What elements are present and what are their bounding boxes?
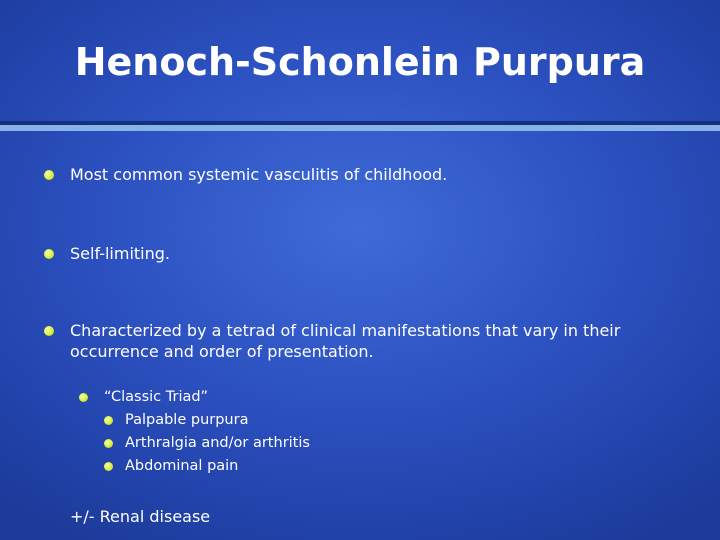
bullet-dot [44,249,54,259]
sub-bullet-dot [79,393,88,402]
triad-item: Abdominal pain [125,458,239,474]
triad-bullet-dot [104,416,113,425]
bullet-text: Self-limiting. [70,244,170,263]
triad-item: Palpable purpura [125,412,249,428]
bullet-text: Most common systemic vasculitis of childhood. [70,165,448,184]
bullet-text-continuation: occurrence and order of presentation. [70,342,374,361]
triad-bullet-dot [104,439,113,448]
triad-bullet-dot [104,462,113,471]
triad-item: Arthralgia and/or arthritis [125,435,310,451]
sub-bullet-text: “Classic Triad” [104,389,209,405]
bullet-text: Characterized by a tetrad of clinical manifestations that vary in their [70,321,621,340]
slide-title: Henoch-Schonlein Purpura [74,40,646,84]
bullet-dot [44,170,54,180]
bullet-dot [44,326,54,336]
renal-disease-note: +/- Renal disease [70,507,211,526]
title-divider-light [0,125,720,131]
